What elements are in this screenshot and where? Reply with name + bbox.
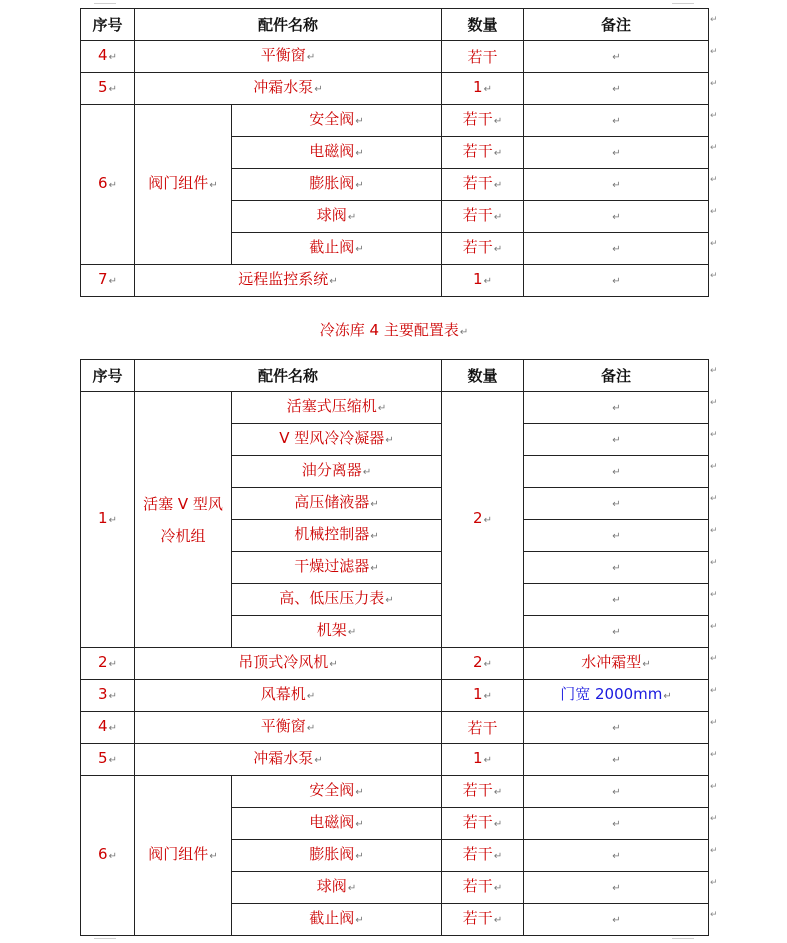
paragraph-mark-icon: ↵ [612, 563, 621, 574]
paragraph-mark-icon: ↵ [355, 819, 364, 830]
end-of-row-mark-icon: ↵ [710, 749, 718, 760]
end-of-row-mark-icon: ↵ [710, 589, 718, 600]
qty-value: 1 [473, 749, 483, 767]
name-cell [135, 744, 442, 776]
table-row [81, 648, 709, 680]
paragraph-mark-icon: ↵ [612, 787, 621, 798]
paragraph-mark-icon: ↵ [362, 467, 372, 478]
paragraph-mark-icon: ↵ [385, 595, 394, 606]
paragraph-mark-icon: ↵ [355, 851, 364, 862]
paragraph-mark-icon: ↵ [314, 84, 323, 95]
paragraph-mark-icon: ↵ [493, 116, 503, 127]
note-cell [524, 424, 709, 456]
item-cell [232, 520, 442, 552]
item-cell [232, 233, 442, 265]
seq-value: 6 [98, 174, 108, 192]
end-of-row-mark-icon: ↵ [710, 270, 718, 281]
qty-value: 1 [473, 685, 483, 703]
seq-value: 4 [98, 717, 108, 735]
paragraph-mark-icon: ↵ [459, 327, 469, 338]
end-of-row-mark-icon: ↵ [710, 110, 718, 121]
note-cell [524, 808, 709, 840]
paragraph-mark-icon: ↵ [612, 531, 621, 542]
qty-value: 若干 [462, 142, 493, 160]
header-name: 配件名称 [135, 9, 442, 41]
paragraph-mark-icon: ↵ [612, 116, 621, 127]
note-cell [524, 904, 709, 936]
group-name: 阀门组件 [148, 845, 209, 863]
paragraph-mark-icon: ↵ [612, 627, 621, 638]
note-cell [524, 616, 709, 648]
paragraph-mark-icon: ↵ [355, 244, 364, 255]
qty-cell [442, 840, 524, 872]
qty-value: 若干 [462, 206, 493, 224]
paragraph-mark-icon: ↵ [355, 180, 364, 191]
paragraph-mark-icon: ↵ [108, 851, 117, 862]
paragraph-mark-icon: ↵ [493, 148, 503, 159]
paragraph-mark-icon: ↵ [483, 755, 492, 766]
paragraph-mark-icon: ↵ [108, 84, 117, 95]
end-of-row-mark-icon: ↵ [710, 174, 718, 185]
group-cell [135, 105, 232, 265]
seq-cell [81, 265, 135, 297]
table-row [81, 392, 709, 424]
table-row [81, 680, 709, 712]
qty-value: 1 [473, 78, 483, 96]
header-name: 配件名称 [135, 360, 442, 392]
end-of-row-mark-icon: ↵ [710, 238, 718, 249]
part-name: 截止阀 [309, 909, 355, 927]
name-cell [135, 648, 442, 680]
part-name: 机架 [316, 621, 347, 639]
paragraph-mark-icon: ↵ [612, 148, 621, 159]
seq-cell [81, 712, 135, 744]
seq-value: 1 [98, 509, 108, 527]
qty-cell [442, 201, 524, 233]
item-cell [232, 808, 442, 840]
paragraph-mark-icon: ↵ [347, 883, 357, 894]
seq-cell [81, 105, 135, 265]
item-cell [232, 584, 442, 616]
end-of-row-mark-icon: ↵ [710, 557, 718, 568]
note-cell [524, 520, 709, 552]
seq-cell [81, 648, 135, 680]
part-name: 机械控制器 [294, 525, 370, 543]
config-table-4 [80, 359, 709, 936]
seq-cell [81, 392, 135, 648]
item-cell [232, 616, 442, 648]
name-cell [135, 73, 442, 105]
item-cell [232, 424, 442, 456]
group-cell [135, 392, 232, 648]
qty-cell [442, 169, 524, 201]
paragraph-mark-icon: ↵ [612, 755, 621, 766]
table-header-row [81, 9, 709, 41]
header-note: 备注 [524, 360, 709, 392]
table-row [81, 73, 709, 105]
group-cell [135, 776, 232, 936]
seq-cell [81, 73, 135, 105]
qty-cell [442, 776, 524, 808]
part-name: 膨胀阀 [309, 174, 355, 192]
qty-value: 若干 [462, 909, 493, 927]
note-cell [524, 712, 709, 744]
paragraph-mark-icon: ↵ [108, 52, 117, 63]
paragraph-mark-icon: ↵ [483, 276, 492, 287]
note-cell [524, 776, 709, 808]
paragraph-mark-icon: ↵ [370, 563, 379, 574]
name-cell [135, 712, 442, 744]
note-cell [524, 201, 709, 233]
end-of-row-mark-icon: ↵ [710, 46, 718, 57]
paragraph-mark-icon: ↵ [108, 276, 117, 287]
part-name: 安全阀 [309, 781, 355, 799]
page-edge-marker [94, 3, 116, 4]
item-cell [232, 488, 442, 520]
qty-value: 2 [473, 653, 483, 671]
paragraph-mark-icon: ↵ [483, 659, 492, 670]
qty-cell [442, 680, 524, 712]
part-name: 电磁阀 [309, 142, 355, 160]
paragraph-mark-icon: ↵ [612, 883, 621, 894]
part-name: 截止阀 [309, 238, 355, 256]
note-cell [524, 105, 709, 137]
group-name-line1: 活塞 V 型风 [143, 494, 223, 513]
qty-cell [442, 904, 524, 936]
seq-cell [81, 41, 135, 73]
paragraph-mark-icon: ↵ [612, 52, 621, 63]
paragraph-mark-icon: ↵ [329, 276, 338, 287]
note-cell [524, 744, 709, 776]
paragraph-mark-icon: ↵ [483, 515, 492, 526]
paragraph-mark-icon: ↵ [370, 499, 379, 510]
table-header-row [81, 360, 709, 392]
note-cell [524, 392, 709, 424]
item-cell [232, 169, 442, 201]
part-name: 膨胀阀 [309, 845, 355, 863]
end-of-row-mark-icon: ↵ [710, 909, 718, 920]
part-name: 安全阀 [309, 110, 355, 128]
paragraph-mark-icon: ↵ [612, 499, 621, 510]
page-edge-marker [672, 3, 694, 4]
table-row [81, 265, 709, 297]
table-row [81, 712, 709, 744]
note-value: 水冲霜型 [581, 653, 642, 671]
paragraph-mark-icon: ↵ [493, 212, 503, 223]
page-edge-marker [672, 938, 694, 939]
qty-value: 若干 [462, 781, 493, 799]
paragraph-mark-icon: ↵ [483, 691, 492, 702]
item-cell [232, 137, 442, 169]
paragraph-mark-icon: ↵ [306, 52, 316, 63]
paragraph-mark-icon: ↵ [493, 180, 503, 191]
qty-value: 2 [473, 509, 483, 527]
paragraph-mark-icon: ↵ [108, 691, 117, 702]
note-cell [524, 680, 709, 712]
qty-cell [442, 648, 524, 680]
item-cell [232, 105, 442, 137]
paragraph-mark-icon: ↵ [108, 180, 117, 191]
qty-cell [442, 872, 524, 904]
paragraph-mark-icon: ↵ [493, 819, 503, 830]
paragraph-mark-icon: ↵ [355, 787, 364, 798]
part-name: 电磁阀 [309, 813, 355, 831]
paragraph-mark-icon: ↵ [642, 659, 651, 670]
qty-cell [442, 73, 524, 105]
part-name: 吊顶式冷风机 [238, 653, 329, 671]
group-name-line2: 冷机组 [160, 526, 206, 545]
paragraph-mark-icon: ↵ [612, 723, 621, 734]
qty-cell [442, 808, 524, 840]
paragraph-mark-icon: ↵ [355, 148, 364, 159]
end-of-row-mark-icon: ↵ [710, 365, 718, 376]
item-cell [232, 456, 442, 488]
paragraph-mark-icon: ↵ [370, 531, 379, 542]
part-name: 冲霜水泵 [253, 78, 314, 96]
seq-cell [81, 680, 135, 712]
item-cell [232, 872, 442, 904]
seq-value: 5 [98, 78, 108, 96]
seq-value: 4 [98, 46, 108, 64]
part-name: 高、低压压力表 [279, 589, 385, 607]
note-cell [524, 584, 709, 616]
seq-cell [81, 744, 135, 776]
end-of-row-mark-icon: ↵ [710, 653, 718, 664]
table-caption [80, 319, 708, 340]
part-name: 油分离器 [301, 461, 362, 479]
paragraph-mark-icon: ↵ [493, 851, 503, 862]
note-cell [524, 488, 709, 520]
paragraph-mark-icon: ↵ [108, 515, 117, 526]
part-name: 冲霜水泵 [253, 749, 314, 767]
paragraph-mark-icon: ↵ [355, 915, 364, 926]
qty-cell: 若干 [442, 41, 524, 73]
paragraph-mark-icon: ↵ [108, 755, 117, 766]
paragraph-mark-icon: ↵ [306, 723, 316, 734]
item-cell [232, 201, 442, 233]
end-of-row-mark-icon: ↵ [710, 685, 718, 696]
end-of-row-mark-icon: ↵ [710, 621, 718, 632]
header-qty: 数量 [442, 9, 524, 41]
caption-text: 冷冻库 4 主要配置表 [319, 321, 459, 339]
end-of-row-mark-icon: ↵ [710, 845, 718, 856]
note-cell [524, 137, 709, 169]
qty-value: 若干 [462, 845, 493, 863]
qty-value: 若干 [462, 110, 493, 128]
qty-value: 1 [473, 270, 483, 288]
paragraph-mark-icon: ↵ [329, 659, 338, 670]
part-name: 风幕机 [260, 685, 306, 703]
paragraph-mark-icon: ↵ [612, 212, 621, 223]
paragraph-mark-icon: ↵ [493, 915, 503, 926]
end-of-row-mark-icon: ↵ [710, 461, 718, 472]
table-row [81, 41, 709, 73]
qty-value: 若干 [462, 174, 493, 192]
paragraph-mark-icon: ↵ [612, 180, 621, 191]
paragraph-mark-icon: ↵ [385, 435, 394, 446]
seq-value: 5 [98, 749, 108, 767]
paragraph-mark-icon: ↵ [483, 84, 492, 95]
seq-value: 3 [98, 685, 108, 703]
paragraph-mark-icon: ↵ [493, 787, 503, 798]
table-row [81, 776, 709, 808]
paragraph-mark-icon: ↵ [612, 84, 621, 95]
note-cell [524, 41, 709, 73]
part-name: 活塞式压缩机 [286, 397, 377, 415]
part-name: 球阀 [316, 206, 347, 224]
paragraph-mark-icon: ↵ [355, 116, 364, 127]
page-edge-marker [94, 938, 116, 939]
qty-cell: 若干 [442, 712, 524, 744]
end-of-row-mark-icon: ↵ [710, 206, 718, 217]
paragraph-mark-icon: ↵ [347, 212, 357, 223]
qty-cell [442, 265, 524, 297]
header-qty: 数量 [442, 360, 524, 392]
paragraph-mark-icon: ↵ [347, 627, 357, 638]
end-of-row-mark-icon: ↵ [710, 781, 718, 792]
end-of-row-mark-icon: ↵ [710, 142, 718, 153]
table-row [81, 105, 709, 137]
paragraph-mark-icon: ↵ [612, 435, 621, 446]
end-of-row-mark-icon: ↵ [710, 877, 718, 888]
end-of-row-mark-icon: ↵ [710, 525, 718, 536]
seq-value: 6 [98, 845, 108, 863]
part-name: 球阀 [316, 877, 347, 895]
qty-cell [442, 744, 524, 776]
note-cell [524, 456, 709, 488]
paragraph-mark-icon: ↵ [493, 244, 503, 255]
note-cell [524, 73, 709, 105]
item-cell [232, 840, 442, 872]
paragraph-mark-icon: ↵ [612, 403, 621, 414]
item-cell [232, 904, 442, 936]
qty-value: 若干 [462, 877, 493, 895]
config-table-3 [80, 8, 709, 297]
seq-value: 2 [98, 653, 108, 671]
note-cell [524, 169, 709, 201]
note-cell [524, 265, 709, 297]
end-of-row-mark-icon: ↵ [710, 397, 718, 408]
paragraph-mark-icon: ↵ [209, 851, 218, 862]
note-cell [524, 840, 709, 872]
seq-cell [81, 776, 135, 936]
paragraph-mark-icon: ↵ [108, 659, 117, 670]
part-name: 平衡窗 [260, 46, 306, 64]
paragraph-mark-icon: ↵ [612, 276, 621, 287]
note-cell [524, 648, 709, 680]
paragraph-mark-icon: ↵ [377, 403, 387, 414]
paragraph-mark-icon: ↵ [612, 819, 621, 830]
paragraph-mark-icon: ↵ [314, 755, 323, 766]
part-name: 远程监控系统 [238, 270, 329, 288]
paragraph-mark-icon: ↵ [612, 467, 621, 478]
qty-value: 若干 [462, 813, 493, 831]
table-row [81, 744, 709, 776]
part-name: 干燥过滤器 [294, 557, 370, 575]
item-cell [232, 392, 442, 424]
note-cell [524, 233, 709, 265]
note-cell [524, 552, 709, 584]
qty-value: 若干 [462, 238, 493, 256]
header-seq: 序号 [81, 9, 135, 41]
paragraph-mark-icon: ↵ [493, 883, 503, 894]
part-name: 高压储液器 [294, 493, 370, 511]
note-value: 门宽 2000mm [560, 685, 663, 703]
header-seq: 序号 [81, 360, 135, 392]
name-cell [135, 680, 442, 712]
paragraph-mark-icon: ↵ [612, 851, 621, 862]
end-of-row-mark-icon: ↵ [710, 78, 718, 89]
seq-value: 7 [98, 270, 108, 288]
item-cell [232, 552, 442, 584]
end-of-row-mark-icon: ↵ [710, 717, 718, 728]
item-cell [232, 776, 442, 808]
qty-cell [442, 392, 524, 648]
paragraph-mark-icon: ↵ [663, 691, 672, 702]
paragraph-mark-icon: ↵ [612, 915, 621, 926]
end-of-row-mark-icon: ↵ [710, 813, 718, 824]
group-name: 阀门组件 [148, 174, 209, 192]
end-of-row-mark-icon: ↵ [710, 493, 718, 504]
paragraph-mark-icon: ↵ [108, 723, 117, 734]
note-cell [524, 872, 709, 904]
name-cell [135, 41, 442, 73]
qty-cell [442, 105, 524, 137]
part-name: V 型风冷冷凝器 [279, 429, 385, 447]
paragraph-mark-icon: ↵ [612, 595, 621, 606]
paragraph-mark-icon: ↵ [306, 691, 316, 702]
header-note: 备注 [524, 9, 709, 41]
name-cell [135, 265, 442, 297]
part-name: 平衡窗 [260, 717, 306, 735]
qty-cell [442, 137, 524, 169]
paragraph-mark-icon: ↵ [612, 244, 621, 255]
qty-cell [442, 233, 524, 265]
paragraph-mark-icon: ↵ [209, 180, 218, 191]
end-of-row-mark-icon: ↵ [710, 429, 718, 440]
end-of-row-mark-icon: ↵ [710, 14, 718, 25]
